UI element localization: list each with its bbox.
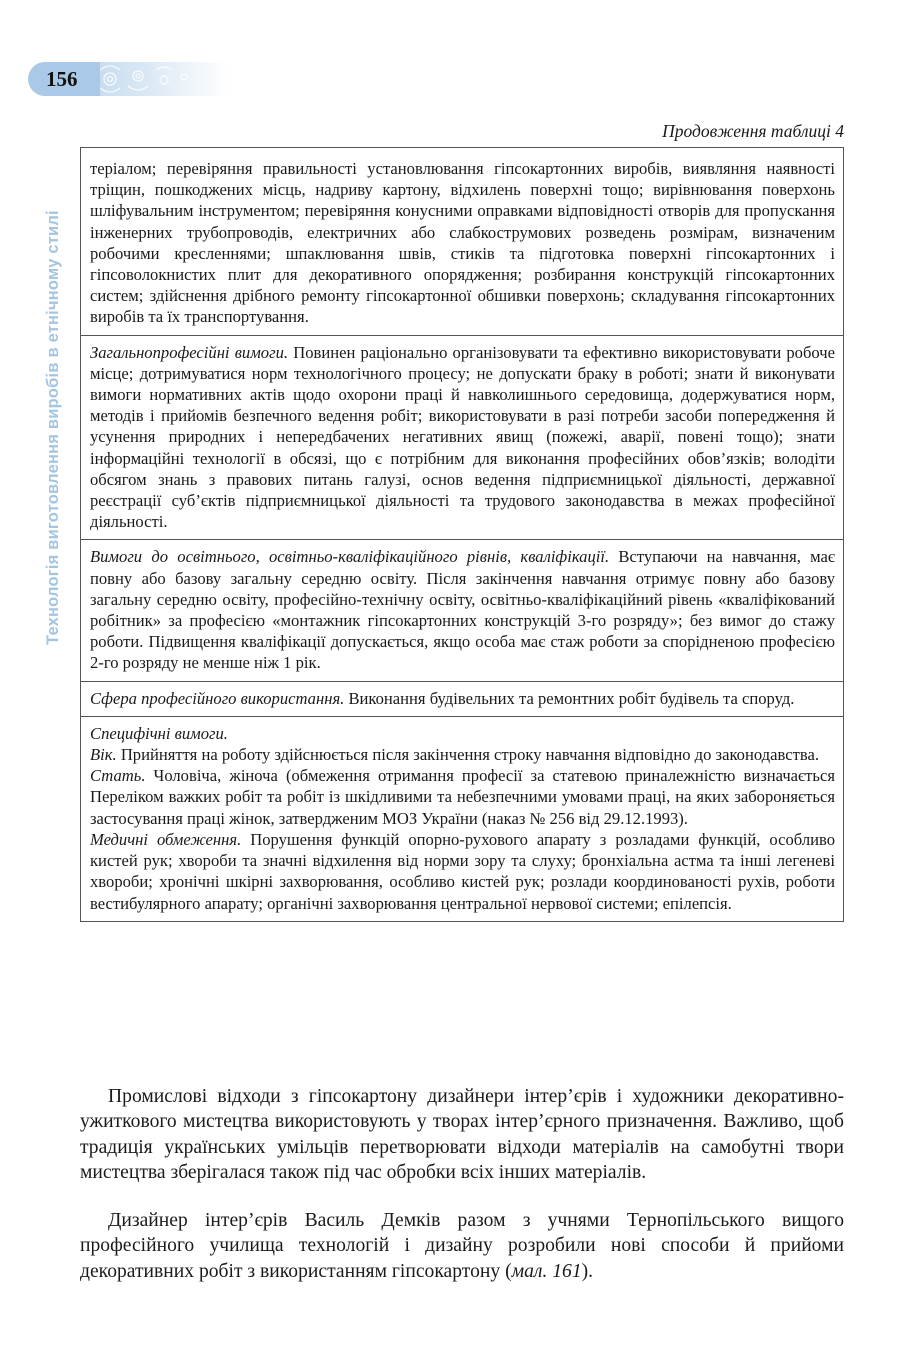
page-number: 156 <box>28 62 100 96</box>
table-row <box>81 681 843 716</box>
specific-heading: Специфічні вимоги. <box>90 723 228 743</box>
specific-item-text: Прийняття на роботу здійснюється після закінчення строку навчання відповідно до законодавства. <box>116 745 819 765</box>
table-caption: Продовження таблиці 4 <box>662 121 844 141</box>
specific-item-text: Чоловіча, жіноча (обмеження отримання професії за статевою приналежністю визначається Переліком важких робіт та робіт із шкідливими та небезпечними умовами праці, на яких забороняється застосування праці жінок, затвердженим МОЗ України (наказ № 256 від 29.12.1993). <box>90 766 835 828</box>
table-row-specific <box>81 716 843 921</box>
row-text: Вступаючи на навчання, має повну або базову загальну середню освіту. Після закінчення навчання отримує повну або базову загальну середню освіту, професійно-технічну освіту, освітньо-кваліфікаційний рівень «кваліфікований робітник» за професією «монтажник гіпсокартонних конструкцій 3-го розряду»; без вимог до стажу роботи. Підвищення кваліфікації допускається, якщо особа має стаж роботи за спорідненою професією 2-го розряду не менше ніж 1 рік. <box>90 547 835 673</box>
specific-item-lead: Стать. <box>90 766 146 786</box>
body-paragraph <box>80 1208 844 1284</box>
table-cell-text <box>90 158 835 328</box>
specific-item-lead: Вік. <box>90 745 117 765</box>
specific-item <box>90 765 835 829</box>
row-text: теріалом; перевіряння правильності установлювання гіпсокартонних виробів, виявляння наявності тріщин, пошкоджених місць, надриву картону, відхилень поверхні тощо; вирівнювання поверхонь шліфувальним інструментом; перевіряння конусними оправками відповідності отворів для пропускання інженерних трубопроводів, електричних або слабкострумових розведень розмірам, визначеним робочими кресленнями; шпаклювання швів, стиків та підготовка поверхні гіпсокартонних і гіпсоволокнистих плит для декоративного опорядження; розбирання конструкцій гіпсокартонних систем; здійснення дрібного ремонту гіпсокартонної обшивки поверхонь; складування гіпсокартонних виробів та їх транспортування. <box>90 159 835 327</box>
table-cell-text <box>90 723 835 914</box>
specific-item-lead: Медичні обмеження. <box>90 829 242 849</box>
table-cell-text <box>90 688 835 709</box>
running-section-title: Технологія виготовлення виробів в етнічному стилі <box>44 210 62 645</box>
specific-item <box>90 744 835 765</box>
row-text: Виконання будівельних та ремонтних робіт будівель та споруд. <box>344 688 795 708</box>
figure-reference: мал. 161 <box>511 1260 582 1282</box>
body-paragraph: Промислові відходи з гіпсокартону дизайнери інтер’єрів і художники декоративно-ужиткового мистецтва використовують у творах інтер’єрного призначення. Важливо, щоб традиція українських умільців перетворювати відходи матеріалів на самобутні твори мистецтва зберігалася також під час обробки всіх інших матеріалів. <box>80 1086 844 1183</box>
table-row <box>81 539 843 680</box>
specific-item-text: Порушення функцій опорно-рухового апарату з розладами функцій, особливо кистей рук; хвороби та значні відхилення від норми зору та слуху; бронхіальна астма та інші легеневі хвороби; хронічні шкірні захворювання, особливо кистей рук; розлади координованості рухів, роботи вестибулярного апарату; органічні захворювання центральної нервової системи; епілепсія. <box>90 829 835 913</box>
page-header <box>28 62 208 96</box>
table-cell-text <box>90 546 835 673</box>
row-lead: Сфера професійного використання. <box>90 688 345 708</box>
floral-ornament-icon <box>88 62 228 96</box>
table-row <box>81 148 843 335</box>
table-row <box>81 335 843 540</box>
specific-item <box>90 829 835 914</box>
paragraph-end: ). <box>581 1260 594 1282</box>
row-text: Повинен раціонально організовувати та ефективно використовувати робоче місце; дотримуватися норм технологічного процесу; не допускати браку в роботі; знати й виконувати вимоги нормативних актів щодо охорони праці й навколишнього середовища, додержуватися норм, методів і прийомів безпечного ведення робіт; використовувати в разі потреби засоби попередження й усунення природних і непередбачених негативних явищ (пожежі, аварії, повені тощо); знати інформаційні технології в обсязі, що є потрібним для виконання професійних обов’язків; володіти обсягом знань з правових питань галузі, основ ведення підприємницької діяльності, державної реєстрації суб’єктів підприємницької діяльності та трудового законодавства в межах професійної діяльності. <box>90 342 835 532</box>
row-lead: Вимоги до освітнього, освітньо-кваліфікаційного рівнів, кваліфікації. <box>90 547 610 567</box>
info-table <box>80 147 844 922</box>
table-cell-text <box>90 342 835 533</box>
paragraph-text: Дизайнер інтер’єрів Василь Демків разом з учнями Тернопільського вищого професійного училища технологій і дизайну розробили нові способи й прийоми декоративних робіт з використанням гіпсокартону ( <box>80 1210 844 1282</box>
row-lead: Загальнопрофесійні вимоги. <box>90 342 289 362</box>
